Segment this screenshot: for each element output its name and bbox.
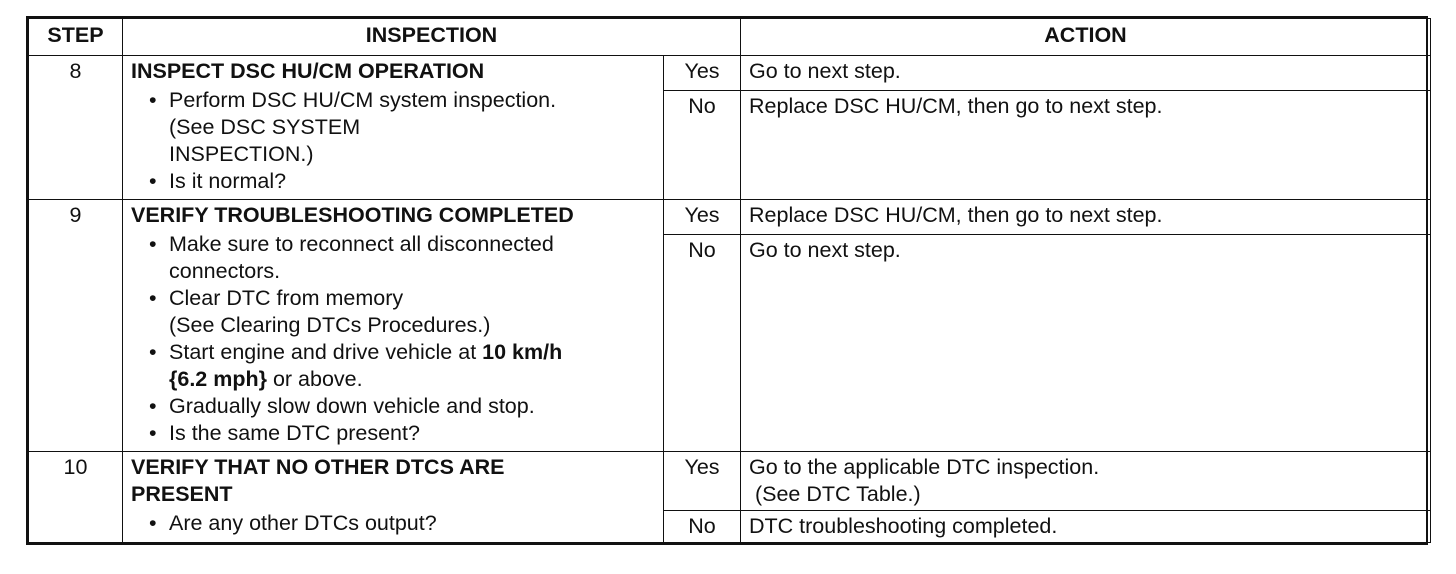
bullet-line: INSPECTION.) bbox=[169, 142, 314, 166]
action-line: (See DTC Table.) bbox=[749, 482, 921, 506]
bullet-line bbox=[169, 366, 655, 393]
inspection-title: VERIFY THAT NO OTHER DTCS ARE bbox=[131, 455, 505, 479]
table-row bbox=[29, 452, 1431, 511]
header-action: ACTION bbox=[741, 19, 1431, 56]
list-item bbox=[149, 231, 655, 285]
yes-label: Yes bbox=[664, 452, 741, 511]
bullet-line: (See DSC SYSTEM bbox=[169, 115, 361, 139]
procedure-table-frame bbox=[26, 16, 1428, 545]
inspection-bullets bbox=[131, 510, 655, 537]
speed-value: 10 km/h bbox=[482, 340, 563, 364]
list-item bbox=[149, 168, 655, 195]
header-inspection: INSPECTION bbox=[123, 19, 741, 56]
step-number: 9 bbox=[29, 200, 123, 452]
bullet-line: • Is it normal? bbox=[169, 169, 287, 193]
yes-action bbox=[741, 452, 1431, 511]
list-item bbox=[149, 87, 655, 168]
no-action bbox=[741, 511, 1431, 543]
header-row bbox=[29, 19, 1431, 56]
no-label: No bbox=[664, 91, 741, 200]
list-item bbox=[149, 510, 655, 537]
action-line: DTC troubleshooting completed. bbox=[749, 514, 1058, 538]
yes-label: Yes bbox=[664, 56, 741, 91]
procedure-table bbox=[28, 18, 1431, 543]
step-number: 10 bbox=[29, 452, 123, 543]
inspection-bullets bbox=[131, 231, 655, 447]
bullet-line: • Gradually slow down vehicle and stop. bbox=[169, 394, 535, 418]
list-item bbox=[149, 339, 655, 393]
inspection-bullets bbox=[131, 87, 655, 195]
bullet-line bbox=[169, 339, 655, 366]
inspection-cell bbox=[123, 200, 664, 452]
yes-action bbox=[741, 200, 1431, 235]
inspection-title: VERIFY TROUBLESHOOTING COMPLETED bbox=[131, 203, 574, 227]
table-row bbox=[29, 200, 1431, 235]
bullet-text: Start engine and drive vehicle at bbox=[169, 340, 483, 364]
action-line: Replace DSC HU/CM, then go to next step. bbox=[749, 94, 1163, 118]
bullet-line: • Is the same DTC present? bbox=[169, 421, 420, 445]
action-line: Go to next step. bbox=[749, 59, 901, 83]
yes-action bbox=[741, 56, 1431, 91]
yes-label: Yes bbox=[664, 200, 741, 235]
no-label: No bbox=[664, 235, 741, 452]
no-action bbox=[741, 91, 1431, 200]
inspection-cell bbox=[123, 56, 664, 200]
list-item bbox=[149, 285, 655, 339]
action-line: Go to the applicable DTC inspection. bbox=[749, 455, 1100, 479]
bullet-line: • Clear DTC from memory bbox=[169, 286, 404, 310]
bullet-text: or above. bbox=[266, 367, 363, 391]
list-item bbox=[149, 420, 655, 447]
list-item bbox=[149, 393, 655, 420]
bullet-line: • Are any other DTCs output? bbox=[169, 511, 437, 535]
action-line: Replace DSC HU/CM, then go to next step. bbox=[749, 203, 1163, 227]
inspection-title: PRESENT bbox=[131, 482, 233, 506]
bullet-line: • Perform DSC HU/CM system inspection. bbox=[169, 88, 557, 112]
inspection-title: INSPECT DSC HU/CM OPERATION bbox=[131, 59, 485, 83]
step-number: 8 bbox=[29, 56, 123, 200]
no-label: No bbox=[664, 511, 741, 543]
table-row bbox=[29, 56, 1431, 91]
speed-value-mph: {6.2 mph} bbox=[169, 367, 267, 391]
no-action bbox=[741, 235, 1431, 452]
bullet-line: connectors. bbox=[169, 259, 281, 283]
inspection-cell bbox=[123, 452, 664, 543]
bullet-line: • Make sure to reconnect all disconnected bbox=[169, 232, 554, 256]
header-step: STEP bbox=[29, 19, 123, 56]
action-line: Go to next step. bbox=[749, 238, 901, 262]
bullet-line: (See Clearing DTCs Procedures.) bbox=[169, 313, 491, 337]
